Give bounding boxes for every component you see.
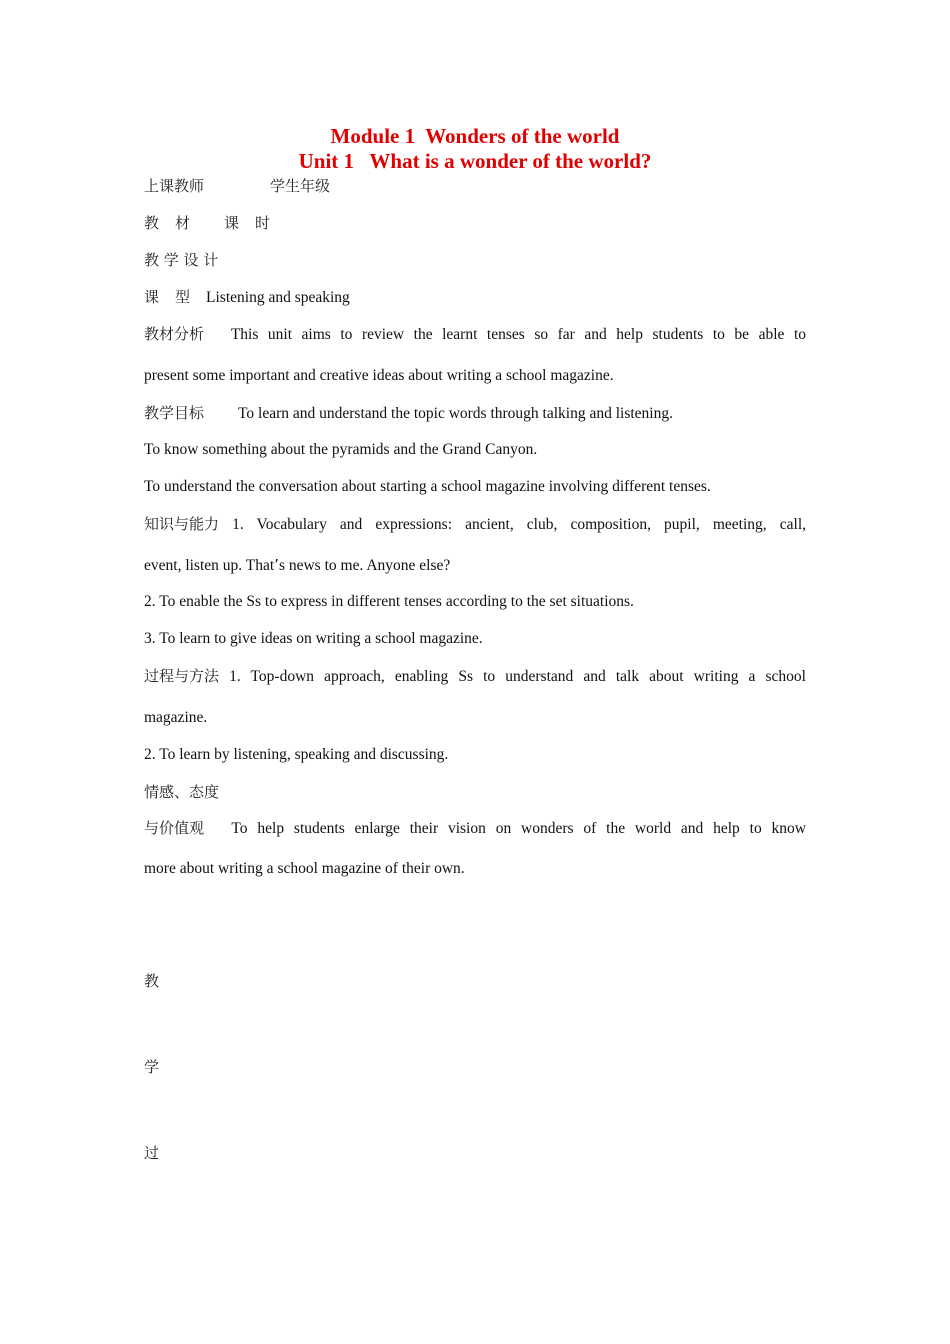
analysis-line-1 (144, 323, 806, 346)
values-text-1: To help students enlarge their vision on wonders of the world and help to know (231, 820, 806, 837)
knowledge-text-1: 1. Vocabulary and expressions: ancient, club, composition, pupil, meeting, call, (232, 516, 806, 533)
vertical-heading-char-3: 过 (144, 1144, 160, 1162)
lesson-type-value: Listening and speaking (206, 289, 350, 306)
knowledge-line-2 (144, 554, 806, 577)
period-label-2: 时 (255, 214, 271, 232)
knowledge-line-3: 2. To enable the Ss to express in different tenses according to the set situations. (144, 593, 634, 610)
knowledge-line-1 (144, 513, 806, 536)
analysis-text-1: This unit aims to review the learnt tenses so far and help students to be able to (230, 326, 806, 343)
textbook-period-row (144, 212, 806, 235)
textbook-label-1: 教 (144, 214, 160, 232)
process-label: 过程与方法 (144, 667, 220, 685)
process-text-1: 1. Top-down approach, enabling Ss to understand and talk about writing a school (229, 668, 806, 685)
analysis-label: 教材分析 (144, 325, 205, 343)
teacher-grade-row (144, 175, 806, 198)
period-label-1: 课 (224, 214, 240, 232)
process-line-3: 2. To learn by listening, speaking and discussing. (144, 746, 449, 763)
textbook-label-2: 材 (175, 214, 191, 232)
grade-label: 学生年级 (270, 177, 331, 195)
vertical-heading-char-2: 学 (144, 1058, 160, 1076)
values-label-1: 情感、态度 (144, 783, 220, 801)
knowledge-text-2b: s news to me. Anyone else? (278, 557, 451, 574)
objectives-line-2: To know something about the pyramids and the Grand Canyon. (144, 441, 538, 458)
process-line-2: magazine. (144, 709, 208, 726)
unit-title: Unit 1 What is a wonder of the world? (298, 149, 652, 173)
type-label-1: 课 (144, 288, 160, 306)
knowledge-text-2a: event, listen up. That (144, 557, 275, 574)
module-title: Module 1 Wonders of the world (330, 124, 620, 148)
process-line-1 (144, 665, 806, 688)
vertical-heading-char-1: 教 (144, 972, 160, 990)
values-line-1 (144, 817, 806, 840)
design-row (144, 249, 806, 272)
analysis-line-2: present some important and creative ideas about writing a school magazine. (144, 367, 614, 384)
values-label-2: 与价值观 (144, 819, 205, 837)
values-line-2: more about writing a school magazine of their own. (144, 860, 465, 877)
lesson-type-row (144, 286, 806, 309)
type-label-2: 型 (175, 288, 191, 306)
apostrophe: ’ (274, 556, 279, 574)
objectives-label: 教学目标 (144, 404, 205, 422)
objectives-line-1 (144, 402, 806, 425)
knowledge-label: 知识与能力 (144, 515, 220, 533)
objectives-line-3: To understand the conversation about starting a school magazine involving different tenses. (144, 478, 711, 495)
teacher-label: 上课教师 (144, 177, 205, 195)
objectives-text-1: To learn and understand the topic words through talking and listening. (238, 405, 673, 422)
design-label: 教 学 设 计 (144, 251, 219, 269)
knowledge-line-4: 3. To learn to give ideas on writing a school magazine. (144, 630, 483, 647)
values-label-row (144, 781, 806, 804)
